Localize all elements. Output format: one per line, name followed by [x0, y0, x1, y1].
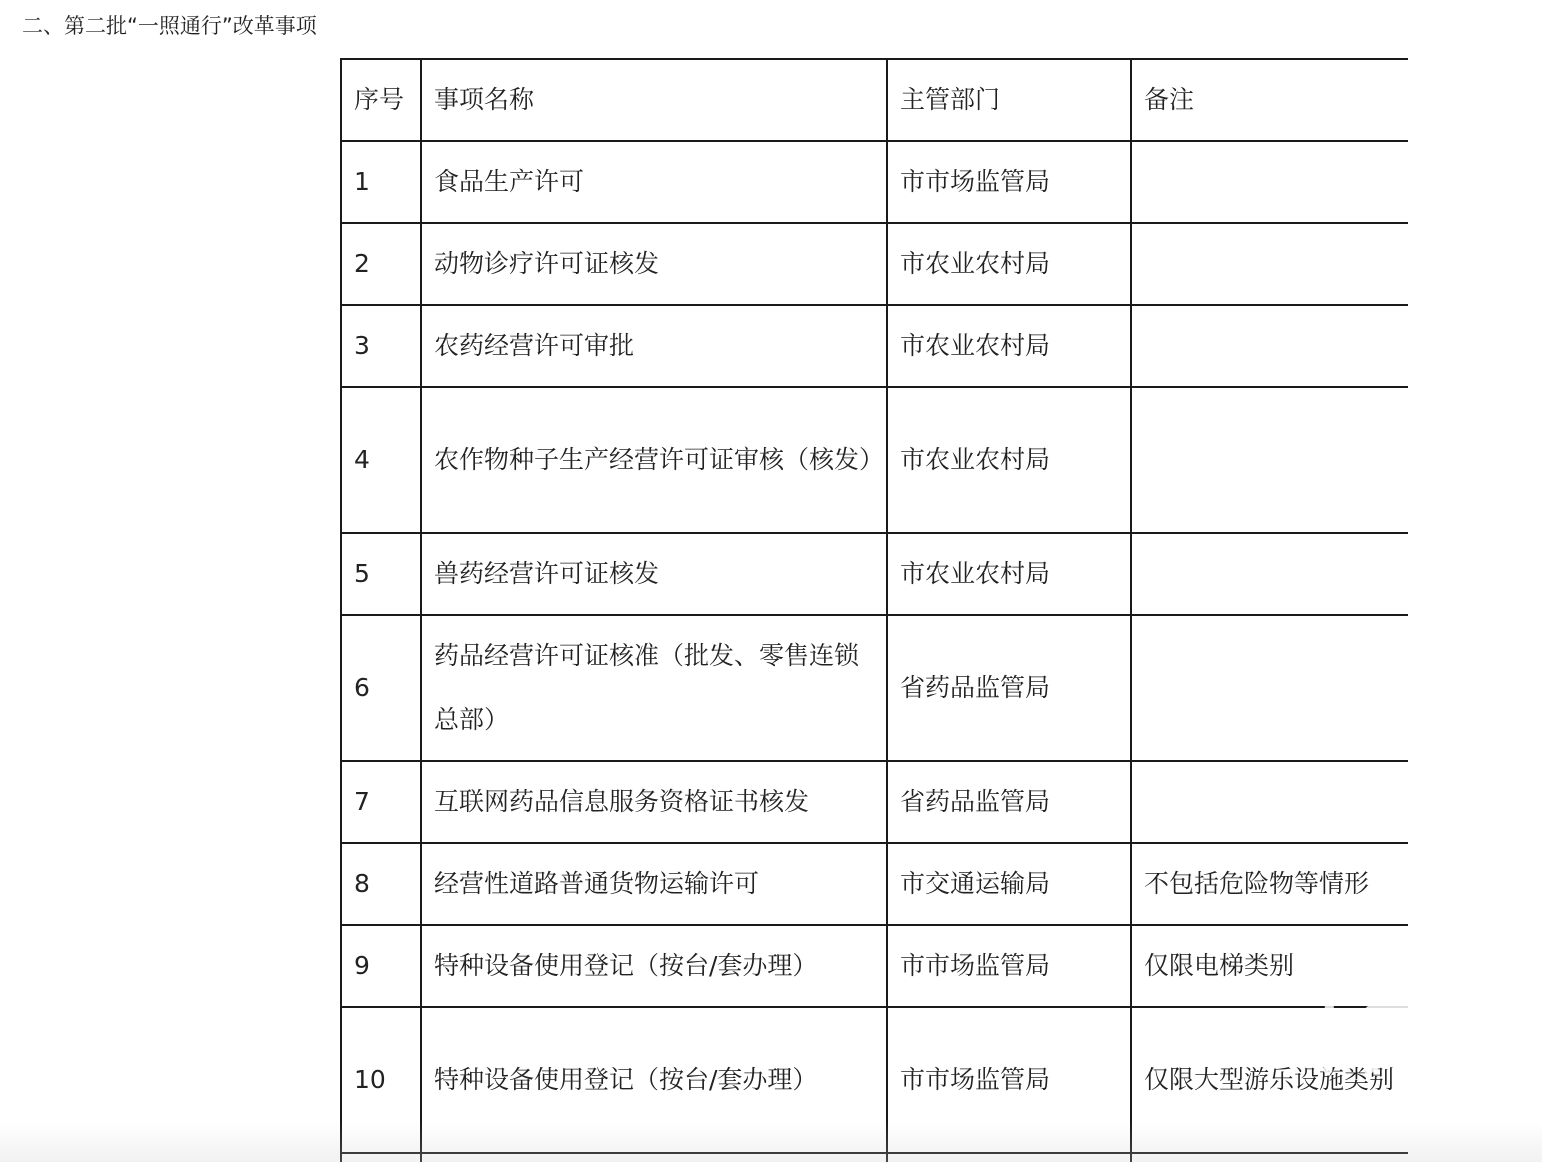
- cell-dept: 市农业农村局: [887, 305, 1131, 387]
- reform-items-table: [340, 58, 1408, 1162]
- cell-name: 动物诊疗许可证核发: [421, 223, 887, 305]
- cell-dept: 市市场监管局: [887, 141, 1131, 223]
- header-cell-name: 事项名称: [421, 59, 887, 141]
- cell-dept: 市农业农村局: [887, 533, 1131, 615]
- cell-name: 兽药经营许可证核发: [421, 533, 887, 615]
- cell-name: 经营性道路普通货物运输许可: [421, 843, 887, 925]
- cell-no: 6: [341, 615, 421, 761]
- cell-no: 5: [341, 533, 421, 615]
- cell-dept: 市农业农村局: [887, 387, 1131, 533]
- table-row-partial: [341, 1153, 1408, 1162]
- cell-no: 4: [341, 387, 421, 533]
- cell-note: [1131, 223, 1408, 305]
- cell-no: 2: [341, 223, 421, 305]
- page-title: 二、第二批“一照通行”改革事项: [22, 14, 317, 38]
- cell-dept: 省药品监管局: [887, 761, 1131, 843]
- table-row: [341, 1007, 1408, 1153]
- cell-no: 1: [341, 141, 421, 223]
- table-row: [341, 761, 1408, 843]
- cell-note: [1131, 615, 1408, 761]
- cell-no: 7: [341, 761, 421, 843]
- cell-note: 仅限电梯类别: [1131, 925, 1408, 1007]
- header-cell-note: 备注: [1131, 59, 1408, 141]
- table-row: [341, 223, 1408, 305]
- cell-name: 特种设备使用登记（按台/套办理）: [421, 1007, 887, 1153]
- cell-note: 不包括危险物等情形: [1131, 843, 1408, 925]
- cell-no: 8: [341, 843, 421, 925]
- cell-note: [1131, 141, 1408, 223]
- cell-dept: 市市场监管局: [887, 1007, 1131, 1153]
- cell-name: 农作物种子生产经营许可证审核（核发）: [421, 387, 887, 533]
- cell-no: 3: [341, 305, 421, 387]
- cell-note: [1131, 761, 1408, 843]
- table-row: [341, 925, 1408, 1007]
- table-row: [341, 843, 1408, 925]
- cell-note: [1131, 533, 1408, 615]
- cell-no: 9: [341, 925, 421, 1007]
- cell-note: [1131, 387, 1408, 533]
- cell-no: 10: [341, 1007, 421, 1153]
- cell-name: 药品经营许可证核准（批发、零售连锁总部）: [421, 615, 887, 761]
- header-cell-no: 序号: [341, 59, 421, 141]
- table-header-row: [341, 59, 1408, 141]
- cell-note: 仅限大型游乐设施类别: [1131, 1007, 1408, 1153]
- header-cell-dept: 主管部门: [887, 59, 1131, 141]
- table-row: [341, 141, 1408, 223]
- table-row: [341, 305, 1408, 387]
- cell-name: 互联网药品信息服务资格证书核发: [421, 761, 887, 843]
- cell-dept: 市交通运输局: [887, 843, 1131, 925]
- cell-note: [1131, 305, 1408, 387]
- cell-dept: 省药品监管局: [887, 615, 1131, 761]
- cell-dept: 市农业农村局: [887, 223, 1131, 305]
- cell-name: 特种设备使用登记（按台/套办理）: [421, 925, 887, 1007]
- cell-name: 食品生产许可: [421, 141, 887, 223]
- cell-dept: 市市场监管局: [887, 925, 1131, 1007]
- cell-name: 农药经营许可审批: [421, 305, 887, 387]
- table-row: [341, 387, 1408, 533]
- table-row: [341, 615, 1408, 761]
- reform-items-table-container: [340, 58, 1408, 1162]
- table-row: [341, 533, 1408, 615]
